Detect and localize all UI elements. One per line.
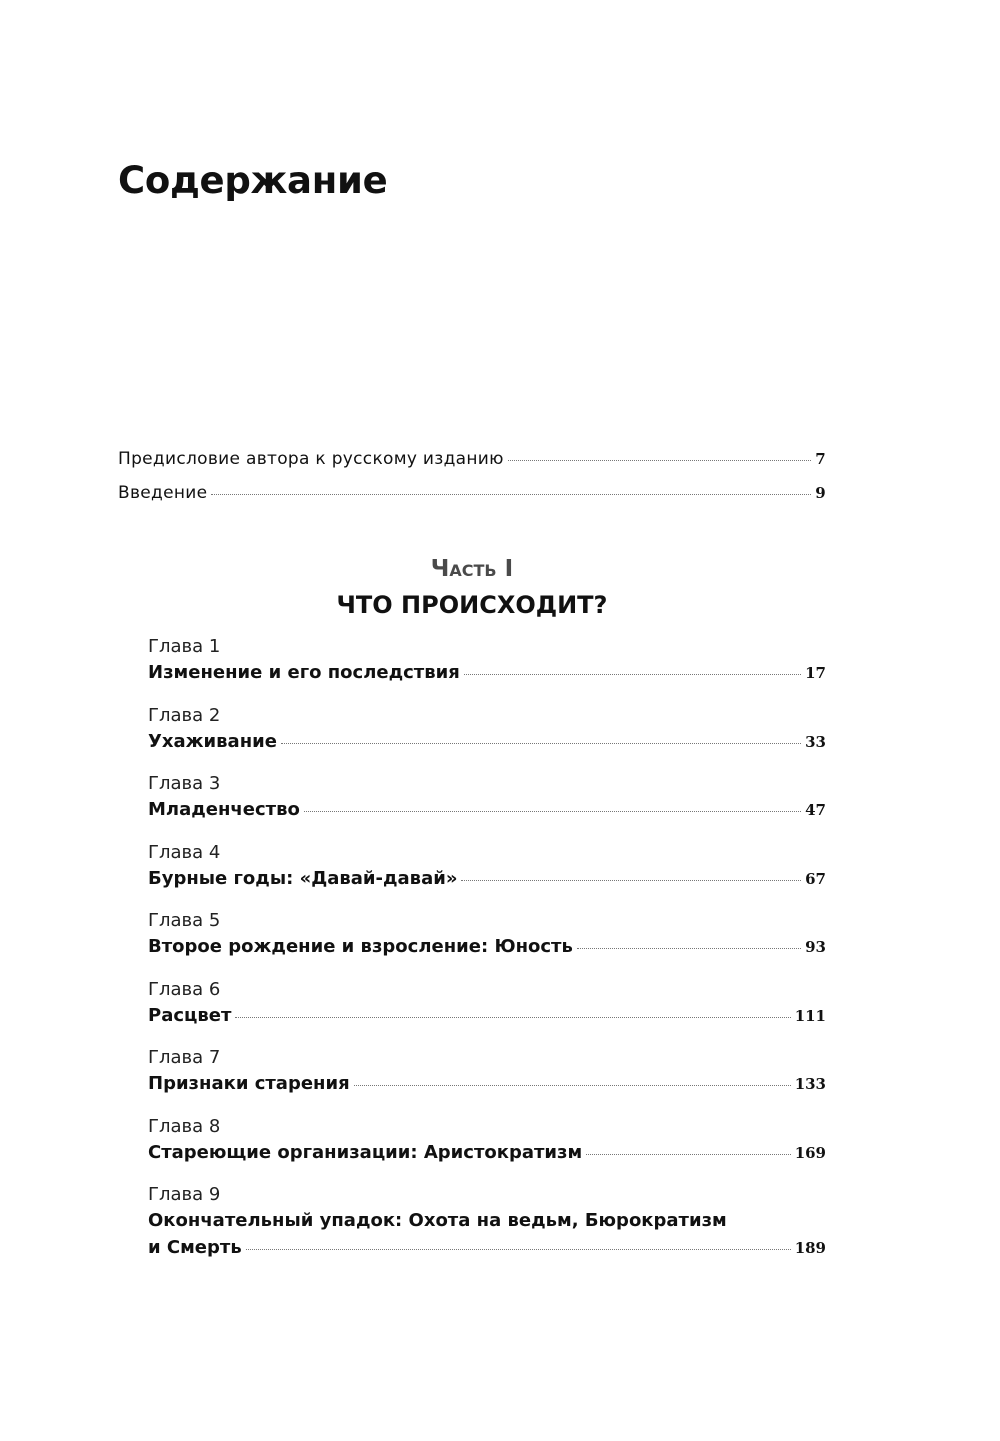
chapter-title: Младенчество xyxy=(148,799,300,820)
page-number: 133 xyxy=(794,1075,826,1093)
part-title: ЧТО ПРОИСХОДИТ? xyxy=(336,591,608,619)
dot-leader xyxy=(354,1085,791,1086)
toc-entry-chapter-5[interactable] xyxy=(148,936,826,958)
page-number: 9 xyxy=(815,484,826,502)
part-number: Часть I xyxy=(430,556,514,582)
dot-leader xyxy=(586,1154,790,1155)
toc-entry-preface[interactable] xyxy=(118,448,826,470)
chapter-label: Глава 1 xyxy=(148,636,221,657)
dot-leader xyxy=(246,1249,791,1250)
toc-entry-chapter-6[interactable] xyxy=(148,1005,826,1027)
chapter-title: Ухаживание xyxy=(148,731,277,752)
chapter-label: Глава 5 xyxy=(148,910,221,931)
chapter-label: Глава 9 xyxy=(148,1184,221,1205)
chapter-title: Изменение и его последствия xyxy=(148,662,460,683)
page-number: 47 xyxy=(805,801,826,819)
page-number: 111 xyxy=(794,1007,826,1025)
chapter-title: Бурные годы: «Давай-давай» xyxy=(148,868,458,889)
page-number: 33 xyxy=(805,733,826,751)
dot-leader xyxy=(461,880,801,881)
dot-leader xyxy=(508,460,812,461)
toc-entry-label: Введение xyxy=(118,483,208,503)
chapter-label: Глава 3 xyxy=(148,773,221,794)
chapter-title: Второе рождение и взросление: Юность xyxy=(148,936,573,957)
toc-entry-introduction[interactable] xyxy=(118,482,826,504)
chapter-title-line1[interactable]: Окончательный упадок: Охота на ведьм, Бюрократизм xyxy=(148,1210,727,1231)
page-number: 67 xyxy=(805,870,826,888)
toc-entry-chapter-4[interactable] xyxy=(148,868,826,890)
toc-entry-label: Предисловие автора к русскому изданию xyxy=(118,449,504,469)
chapter-label: Глава 8 xyxy=(148,1116,221,1137)
dot-leader xyxy=(235,1017,790,1018)
page-number: 7 xyxy=(815,450,826,468)
chapter-label: Глава 2 xyxy=(148,705,221,726)
chapter-label: Глава 7 xyxy=(148,1047,221,1068)
toc-entry-chapter-3[interactable] xyxy=(148,799,826,821)
dot-leader xyxy=(464,674,801,675)
chapter-title: Расцвет xyxy=(148,1005,232,1026)
page-number: 189 xyxy=(794,1239,826,1257)
page-number: 169 xyxy=(794,1144,826,1162)
page-number: 93 xyxy=(805,938,826,956)
toc-entry-chapter-9[interactable] xyxy=(148,1237,826,1259)
dot-leader xyxy=(304,811,801,812)
chapter-title: и Смерть xyxy=(148,1237,242,1258)
dot-leader xyxy=(281,743,801,744)
page-title: Содержание xyxy=(118,159,388,202)
toc-entry-chapter-7[interactable] xyxy=(148,1073,826,1095)
chapter-title: Стареющие организации: Аристократизм xyxy=(148,1142,583,1163)
dot-leader xyxy=(577,948,801,949)
toc-entry-chapter-2[interactable] xyxy=(148,731,826,753)
toc-entry-chapter-8[interactable] xyxy=(148,1142,826,1164)
dot-leader xyxy=(211,494,811,495)
chapter-label: Глава 4 xyxy=(148,842,221,863)
chapter-title: Признаки старения xyxy=(148,1073,350,1094)
toc-entry-chapter-1[interactable] xyxy=(148,662,826,684)
page-number: 17 xyxy=(805,664,826,682)
chapter-label: Глава 6 xyxy=(148,979,221,1000)
